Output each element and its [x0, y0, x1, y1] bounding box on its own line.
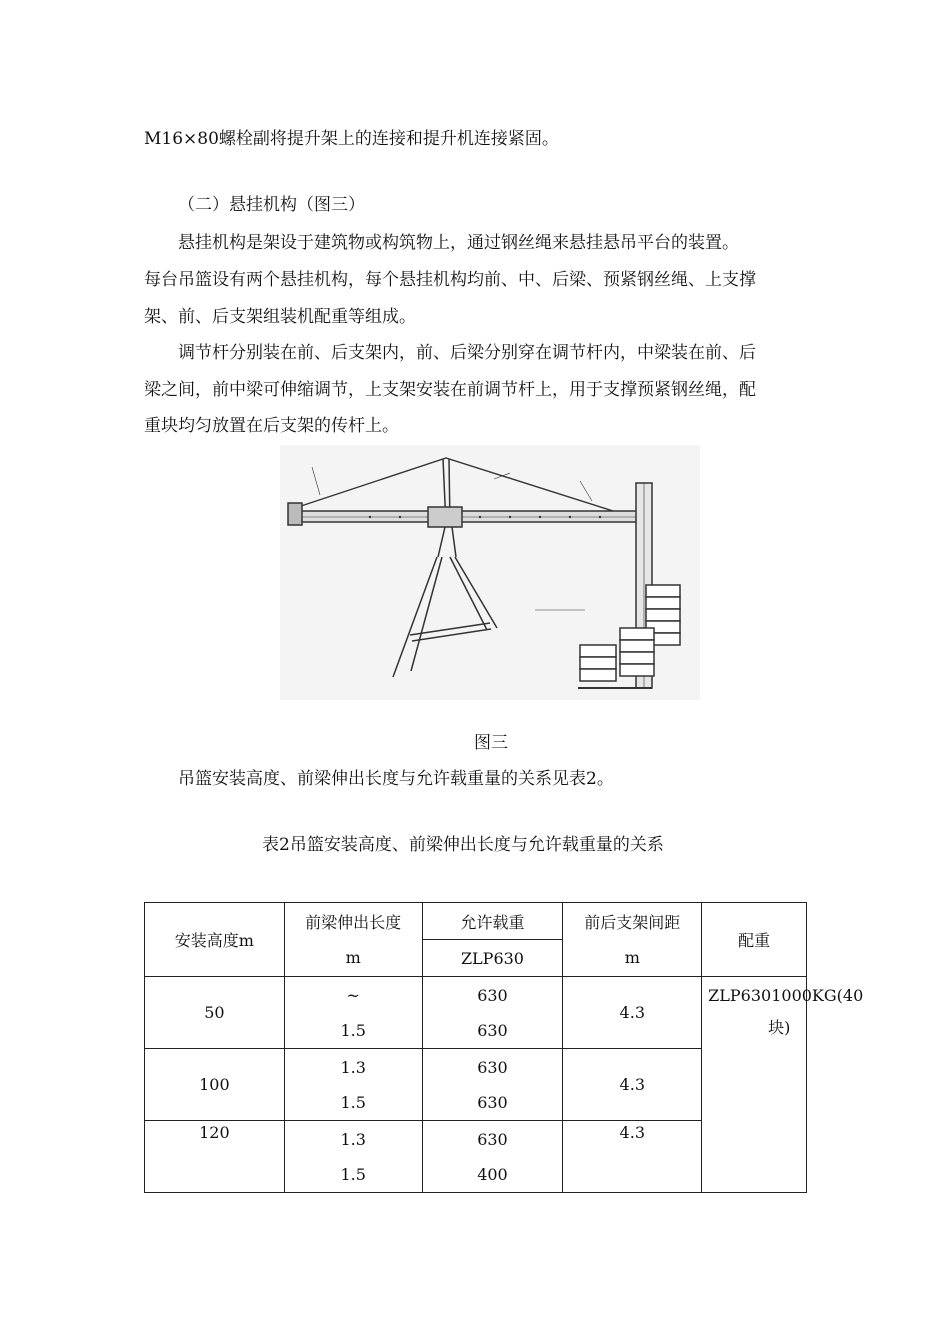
cell-spacing: 4.3 [563, 1121, 702, 1193]
paragraph-3-line-3: 重块均匀放置在后支架的传杆上。 [144, 416, 399, 436]
cell-load-2: 400 [477, 1164, 508, 1184]
cell-load [422, 1049, 563, 1121]
cell-height: 100 [145, 1049, 285, 1121]
header-beam-length-line-1: 前梁伸出长度 [305, 912, 402, 932]
paragraph-2-line-3: 架、前、后支架组装机配重等组成。 [144, 307, 416, 327]
header-beam-length [284, 903, 422, 977]
cell-load-1: 630 [477, 985, 508, 1005]
cell-load-1: 630 [477, 1129, 508, 1149]
cell-beam-length-2: 1.5 [340, 1164, 366, 1184]
cell-load [422, 1121, 563, 1193]
paragraph-2-line-1: 悬挂机构是架设于建筑物或构筑物上，通过钢丝绳来悬挂悬吊平台的装置。 [178, 233, 739, 253]
header-counterweight: 配重 [702, 903, 807, 977]
header-support-spacing-line-2: m [624, 947, 640, 967]
cell-load-2: 630 [477, 1020, 508, 1040]
cell-load-1: 630 [477, 1057, 508, 1077]
figure-caption: 图三 [474, 733, 508, 753]
paragraph-2-line-2: 每台吊篮设有两个悬挂机构，每个悬挂机构均前、中、后梁、预紧钢丝绳、上支撑 [144, 270, 756, 290]
paragraph-1: M16×80螺栓副将提升架上的连接和提升机连接紧固。 [144, 129, 559, 149]
cell-height: 50 [145, 977, 285, 1049]
paragraph-3-line-1: 调节杆分别装在前、后支架内，前、后梁分别穿在调节杆内，中梁装在前、后 [178, 343, 756, 363]
cell-beam-length [284, 1049, 422, 1121]
counterweight-line-1: ZLP6301000KG(40 [708, 986, 864, 1005]
cell-beam-length-1: ~ [346, 985, 360, 1005]
header-support-spacing [563, 903, 702, 977]
cell-beam-length-1: 1.3 [340, 1129, 366, 1149]
cell-beam-length-1: 1.3 [340, 1057, 366, 1077]
cell-beam-length-2: 1.5 [340, 1092, 366, 1112]
section-heading: （二）悬挂机构（图三） [178, 195, 365, 215]
header-support-spacing-line-1: 前后支架间距 [584, 912, 681, 932]
paragraph-3-line-2: 梁之间，前中梁可伸缩调节，上支架安装在前调节杆上，用于支撑预紧钢丝绳，配 [144, 380, 756, 400]
cell-beam-length [284, 977, 422, 1049]
paragraph-4: 吊篮安装高度、前梁伸出长度与允许载重量的关系见表2。 [178, 769, 614, 789]
table-header-row [145, 903, 807, 940]
suspension-mechanism-figure [280, 445, 700, 700]
cell-spacing: 4.3 [563, 977, 702, 1049]
header-allowed-load: 允许载重 [422, 903, 563, 940]
cell-load [422, 977, 563, 1049]
header-model: ZLP630 [422, 940, 563, 977]
cell-spacing: 4.3 [563, 1049, 702, 1121]
data-table [144, 902, 864, 1193]
header-height: 安装高度m [145, 903, 285, 977]
cell-beam-length [284, 1121, 422, 1193]
cell-height: 120 [145, 1121, 285, 1193]
counterweight-line-2: 块) [768, 1018, 791, 1037]
table-row [145, 977, 807, 1049]
cell-counterweight [702, 977, 864, 1193]
cell-load-2: 630 [477, 1092, 508, 1112]
header-beam-length-line-2: m [345, 947, 361, 967]
table-title: 表2吊篮安装高度、前梁伸出长度与允许载重量的关系 [262, 835, 664, 855]
cell-beam-length-2: 1.5 [340, 1020, 366, 1040]
